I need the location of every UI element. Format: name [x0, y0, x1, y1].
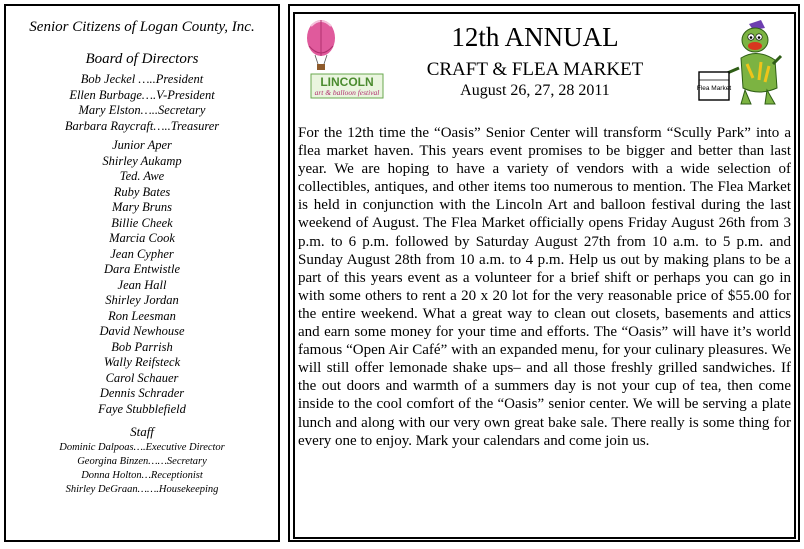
list-item: Dennis Schrader [99, 386, 185, 400]
list-item: Shirley Jordan [105, 293, 179, 307]
turtle-mascot-icon [725, 20, 781, 104]
page-title: 12th ANNUAL [451, 22, 619, 52]
logo-line2: art & balloon festival [314, 88, 380, 97]
list-item: Dara Entwistle [103, 262, 181, 276]
sidebar [10, 18, 274, 497]
list-item: Shirley Aukamp [102, 153, 182, 168]
mascot-illustration [695, 18, 783, 108]
list-item: Wally Reifsteck [103, 355, 181, 369]
officer-secretary: Mary Elston…..Secretary [78, 103, 206, 117]
staff-list [10, 441, 274, 497]
staff-heading: Staff [130, 424, 154, 439]
list-item: Junior Aper [112, 138, 172, 152]
logo-line1: LINCOLN [320, 75, 374, 89]
sign-text: Flea Market [696, 85, 732, 92]
flea-market-sign-icon [697, 72, 732, 100]
event-dates: August 26, 27, 28 2011 [460, 82, 610, 99]
officers-list [10, 72, 274, 134]
staff-housekeeping: Shirley DeGraan…….Housekeeping [65, 484, 219, 495]
officer-vice-president: Ellen Burbage….V-President [69, 87, 215, 102]
list-item: Marcia Cook [109, 231, 175, 245]
officer-treasurer: Barbara Raycraft…..Treasurer [64, 118, 220, 133]
event-description: For the 12th time the “Oasis” Senior Center will transform “Scully Park” into a flea market haven. This years event promises to be bigger and better than last year. We are hoping to have a variety of vendors with a wide selection of collectibles, antiques, and other items too numerous to mention. The Flea Market is held in conjunction with the Lincoln Art and balloon festival during the last weekend of August. The Flea Market officially opens Friday August 26th from 3 p.m. to 6 p.m. followed by Saturday August 27th from 10 a.m. to 5 p.m. and Sunday August 28th from 10 a.m. to 4 p.m. Help us out by making plans to be a part of this years event as a volunteer for a brief shift or perhaps you can go in with some others to rent a 20 x 20 lot for the very reasonable price of $55.00 for the entire weekend. What a great way to clean out closets, basements and attics and earn some money for your time and efforts. The “Oasis” will have it’s world famous “Open Air Café” with an expanded menu, for your culinary pleasures. We will still offer lemonade shake ups– and all those freshly grilled sandwiches. If the out doors and warmth of a summers day is not your cup of tea, then come inside to the cool comfort of the “Oasis” senior center. We will be serving a plate lunch and along with our very own great bake sale. There really is some thing for every one to enjoy. Mark your calendars and come join us. [298, 125, 791, 449]
org-name: Senior Citizens of Logan County, Inc. [29, 19, 255, 35]
staff-receptionist: Donna Holton…Receptionist [81, 470, 203, 481]
list-item: Ted. Awe [119, 169, 165, 183]
list-item: Ruby Bates [113, 184, 171, 199]
members-list [10, 138, 274, 417]
list-item: David Newhouse [99, 324, 185, 338]
officer-president: Bob Jeckel …..President [80, 72, 204, 86]
board-heading: Board of Directors [85, 51, 199, 67]
list-item: Bob Parrish [111, 339, 173, 354]
list-item: Jean Hall [117, 277, 167, 292]
page-subtitle: CRAFT & FLEA MARKET [426, 59, 644, 80]
hot-air-balloon-icon [307, 20, 335, 70]
list-item: Carol Schauer [105, 370, 179, 385]
list-item: Mary Bruns [111, 200, 173, 214]
staff-executive-director: Dominic Dalpoas….Executive Director [59, 442, 225, 453]
staff-secretary: Georgina Binzen……Secretary [77, 456, 207, 467]
list-item: Jean Cypher [110, 246, 174, 261]
balloon-festival-logo [301, 18, 385, 100]
list-item: Ron Leesman [108, 308, 176, 323]
list-item: Faye Stubblefield [98, 401, 186, 416]
list-item: Billie Cheek [111, 215, 173, 230]
